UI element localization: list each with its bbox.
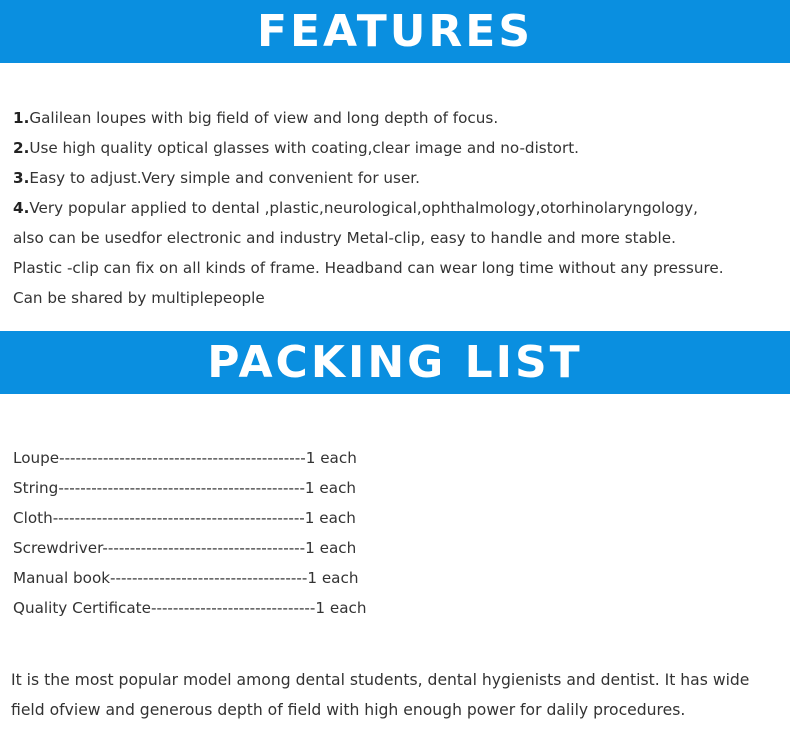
summary-line: field ofview and generous depth of field with high enough power for dalily procedures. [11,701,686,719]
packing-item: Cloth----------------------------------------------1 each [13,509,356,527]
feature-text: Very popular applied to dental ,plastic,neurological,ophthalmology,otorhinolaryngology, [29,199,699,217]
feature-number: 2. [13,139,30,157]
feature-continuation-line: Plastic -clip can fix on all kinds of frame. Headband can wear long time without any pressure. [13,259,724,277]
feature-number: 3. [13,169,30,187]
packing-item: Screwdriver-------------------------------------1 each [13,539,357,557]
feature-continuation-line: Can be shared by multiplepeople [13,289,265,307]
packing-list-banner [0,331,790,394]
packing-list [13,443,513,623]
packing-item: Quality Certificate------------------------------1 each [13,599,367,617]
features-banner [0,0,790,63]
summary-line: It is the most popular model among dental students, dental hygienists and dentist. It has wide [11,671,750,689]
feature-text: Easy to adjust.Very simple and convenient for user. [29,169,420,187]
packing-item: String---------------------------------------------1 each [13,479,357,497]
feature-continuation-line: also can be usedfor electronic and industry Metal-clip, easy to handle and more stable. [13,229,676,247]
product-summary [11,665,786,725]
feature-text: Use high quality optical glasses with coating,clear image and no-distort. [29,139,579,157]
feature-item-4 [13,193,783,223]
feature-item-3 [13,163,783,193]
feature-text: Galilean loupes with big field of view and long depth of focus. [29,109,499,127]
features-list [13,103,783,313]
packing-list-title: PACKING LIST [207,336,583,388]
feature-number: 4. [13,199,30,217]
features-title: FEATURES [256,5,534,57]
feature-item-2 [13,133,783,163]
feature-item-1 [13,103,783,133]
packing-item: Manual book------------------------------------1 each [13,569,359,587]
feature-number: 1. [13,109,30,127]
packing-item: Loupe---------------------------------------------1 each [13,449,357,467]
